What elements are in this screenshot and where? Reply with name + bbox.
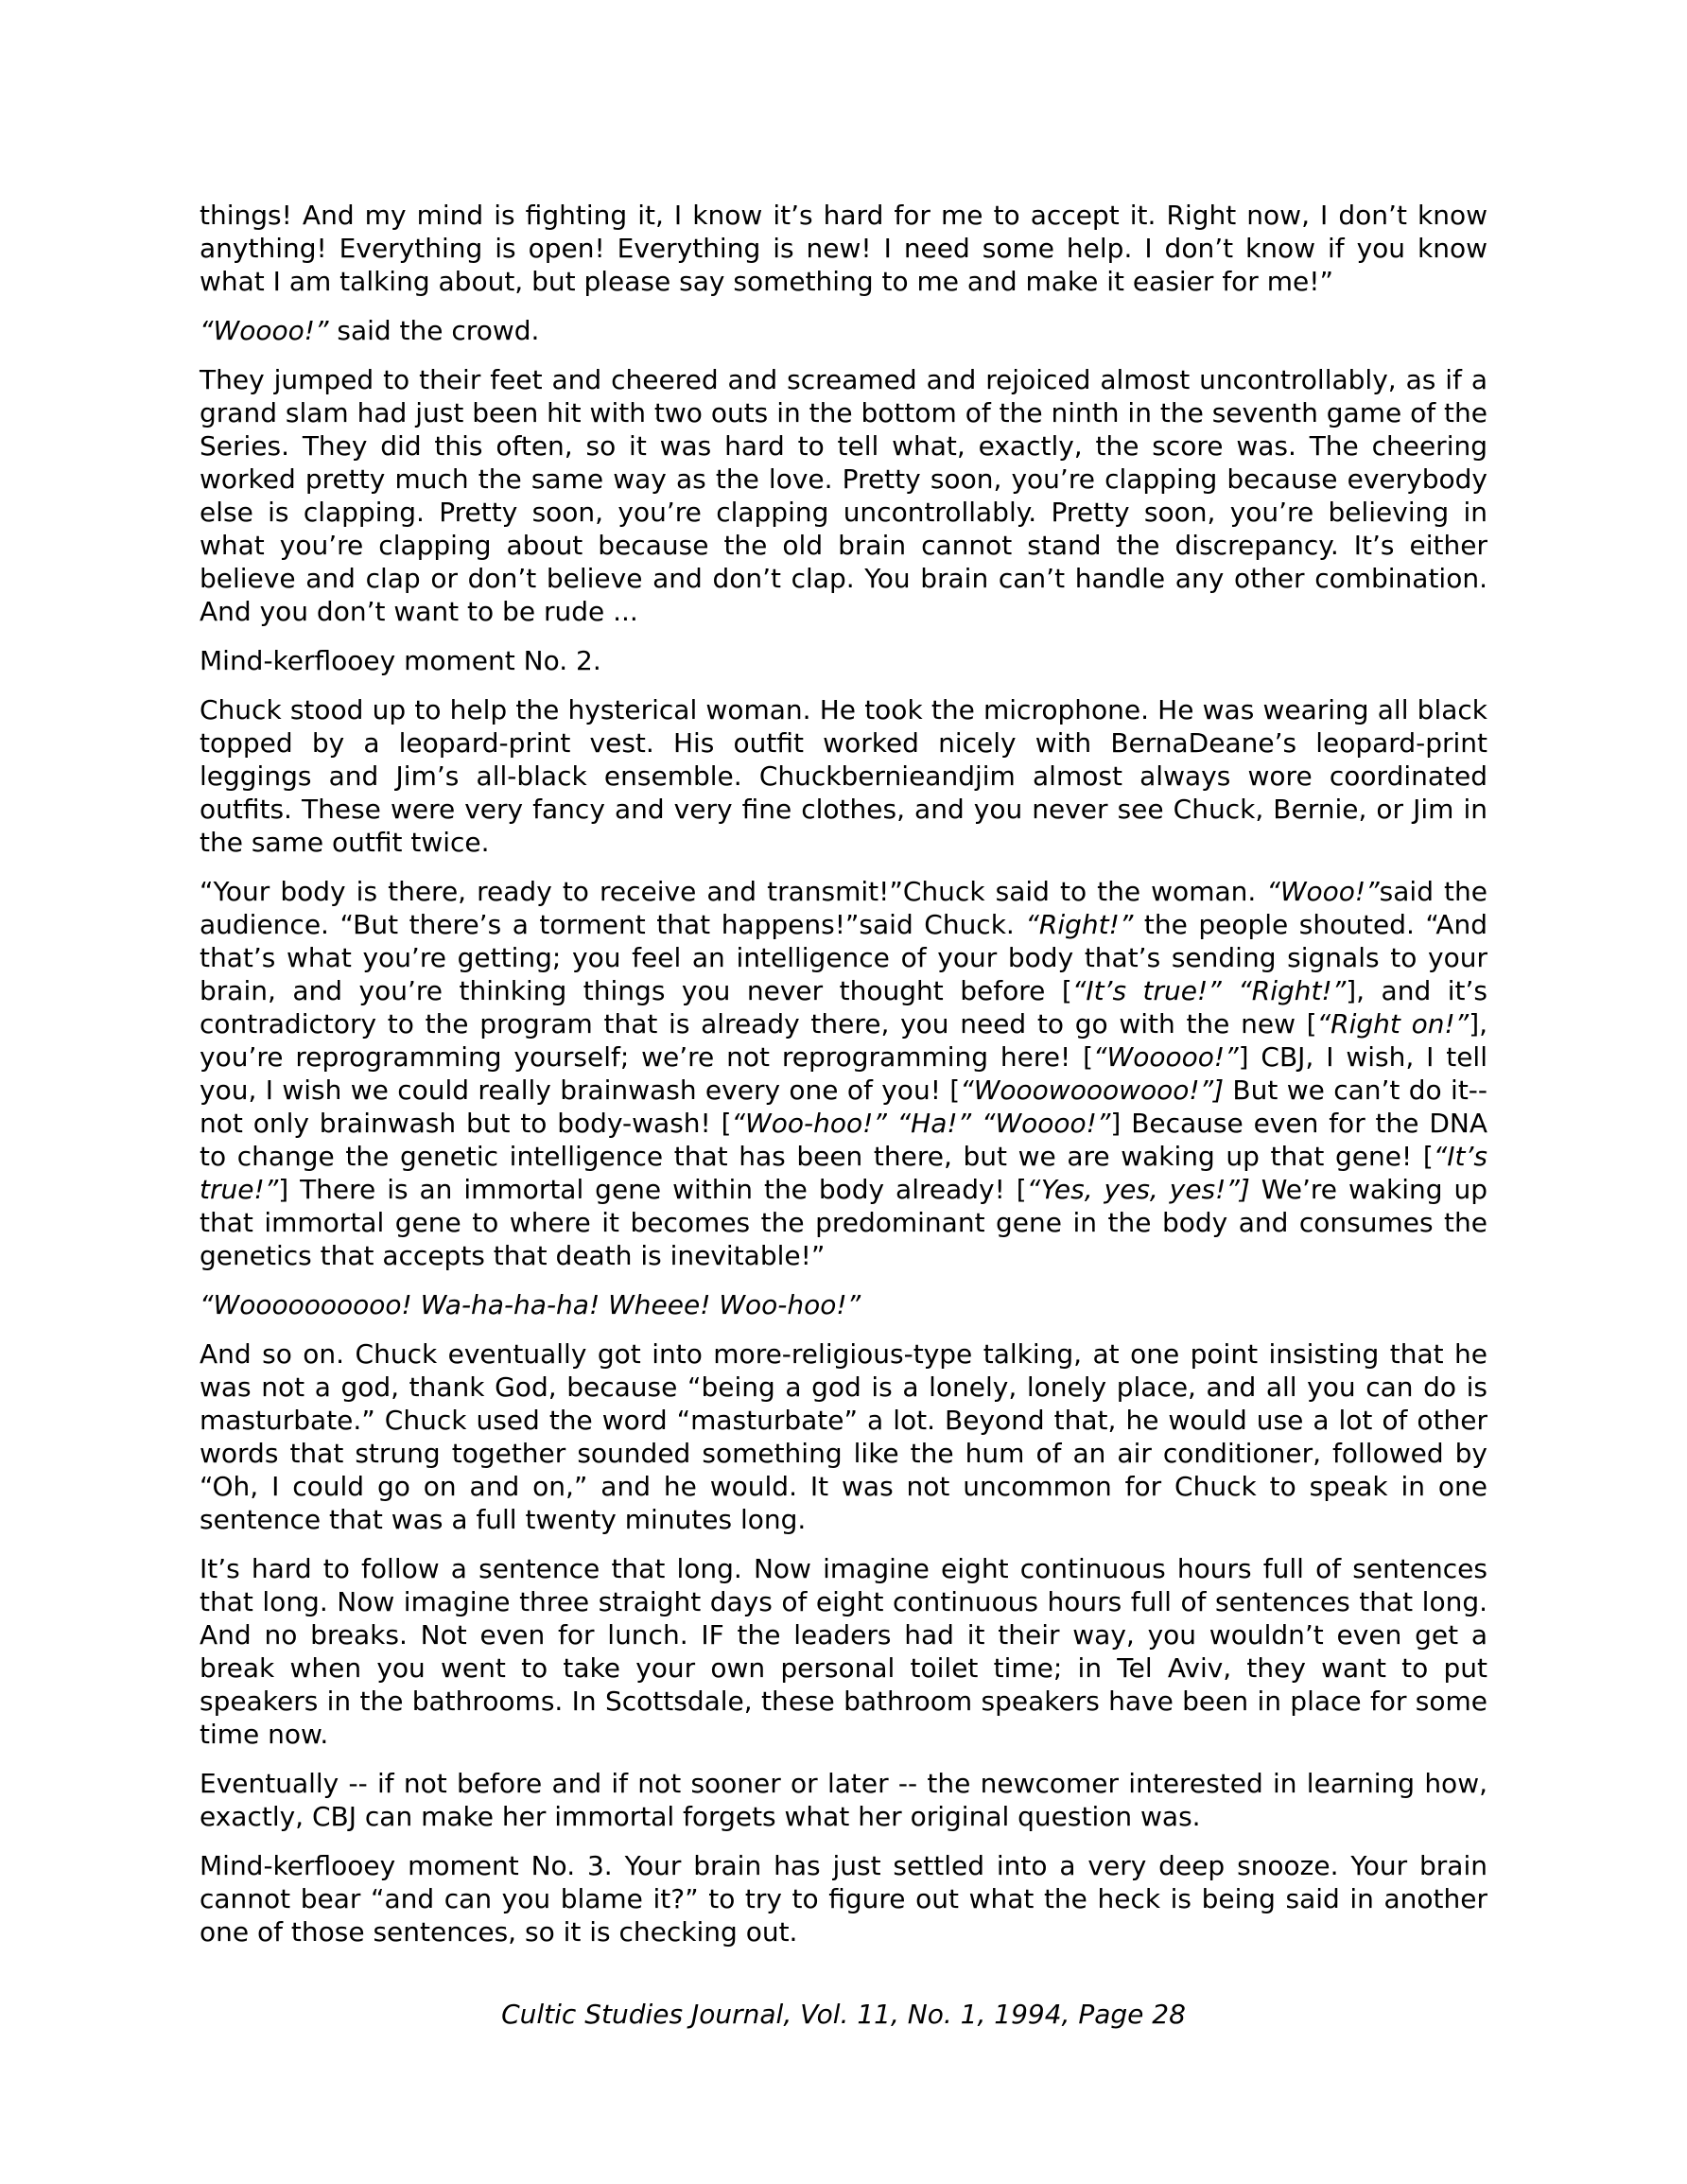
text-segment: Mind-kerflooey moment No. 2.	[200, 645, 601, 676]
italic-text-segment: “Woooooooooo! Wa-ha-ha-ha! Wheee! Woo-hoo!”	[200, 1289, 861, 1320]
text-segment: “Your body is there, ready to receive and transmit!”Chuck said to the woman.	[200, 876, 1267, 907]
italic-text-segment: “Wooo!”	[1266, 876, 1380, 907]
italic-text-segment: “Wooowooowooo!”]	[960, 1075, 1225, 1106]
paragraph	[200, 1337, 1487, 1536]
paragraph	[200, 199, 1487, 298]
text-segment: They jumped to their feet and cheered and screamed and rejoiced almost uncontrollably, as if a grand slam had just been hit with two outs in the bottom of the ninth in the seventh game of the Series. They did this often, so it was hard to tell what, exactly, the score was. The cheering worked pretty much the same way as the love. Pretty soon, you’re clapping because everybody else is clapping. Pretty soon, you’re clapping uncontrollably. Pretty soon, you’re believing in what you’re clapping about because the old brain cannot stand the discrepancy. It’s either believe and clap or don’t believe and don’t clap. You brain can’t handle any other combination. And you don’t want to be rude ...	[200, 364, 1487, 627]
paragraph	[200, 363, 1487, 628]
italic-text-segment: “Wooooo!”	[1093, 1041, 1239, 1073]
paragraph	[200, 314, 1487, 347]
text-segment: ], you’re reprogramming yourself; we’re not reprogramming here! [	[200, 1008, 1488, 1073]
text-segment: ], and it’s contradictory to the program that is already there, you need to go with the new [	[200, 975, 1487, 1040]
text-segment: Eventually -- if not before and if not sooner or later -- the newcomer interested in learning how, exactly, CBJ can make her immortal forgets what her original question was.	[200, 1768, 1487, 1832]
paragraph	[200, 644, 1487, 677]
text-segment: Chuck stood up to help the hysterical woman. He took the microphone. He was wearing all black topped by a leopard-print vest. His outfit worked nicely with BernaDeane’s leopard-print leggings and Jim’s all-black ensemble. Chuckbernieandjim almost always wore coordinated outfits. These were very fancy and very fine clothes, and you never see Chuck, Bernie, or Jim in the same outfit twice.	[200, 694, 1487, 858]
italic-text-segment: “Right!”	[1025, 909, 1134, 940]
paragraph	[200, 1552, 1487, 1751]
text-segment: ] CBJ, I wish, I tell you, I wish we could really brainwash every one of you! [	[200, 1041, 1487, 1106]
italic-text-segment: “Yes, yes, yes!”]	[1026, 1174, 1250, 1205]
text-segment: We’re waking up that immortal gene to where it becomes the predominant gene in the body and consumes the genetics that accepts that death is inevitable!”	[200, 1174, 1488, 1271]
text-segment: things! And my mind is fighting it, I know it’s hard for me to accept it. Right now, I don’t know anything! Everything is open! Everything is new! I need some help. I don’t know if you know what I am talking about, but please say something to me and make it easier for me!”	[200, 200, 1487, 297]
text-segment: Mind-kerflooey moment No. 3. Your brain has just settled into a very deep snooze. Your brain cannot bear “and can you blame it?” to try to figure out what the heck is being said in another one of those sentences, so it is checking out.	[200, 1850, 1487, 1948]
text-segment: said the crowd.	[328, 315, 540, 346]
text-segment: the people shouted. “And that’s what you’re getting; you feel an intelligence of your body that’s sending signals to your brain, and you’re thinking things you never thought before [	[200, 909, 1487, 1006]
paragraph	[200, 1288, 1487, 1321]
paragraph	[200, 1849, 1487, 1948]
text-segment: ] Because even for the DNA to change the genetic intelligence that has been there, but we are waking up that gene! [	[200, 1108, 1488, 1172]
italic-text-segment: “Woooo!”	[200, 315, 329, 346]
page-footer: Cultic Studies Journal, Vol. 11, No. 1, 1994, Page 28	[501, 1999, 1186, 2030]
article-body	[200, 199, 1487, 1948]
text-segment: said the audience. “But there’s a torment that happens!”said Chuck.	[200, 876, 1487, 940]
text-segment: But we can’t do it--not only brainwash but to body-wash! [	[200, 1075, 1488, 1139]
paragraph	[200, 693, 1487, 859]
italic-text-segment: “Woo-hoo!” “Ha!” “Woooo!”	[731, 1108, 1111, 1139]
paragraph	[200, 875, 1487, 1272]
text-segment: And so on. Chuck eventually got into more-religious-type talking, at one point insisting that he was not a god, thank God, because “being a god is a lonely, lonely place, and all you can do is masturbate.” Chuck used the word “masturbate” a lot. Beyond that, he would use a lot of other words that strung together sounded something like the hum of an air conditioner, followed by “Oh, I could go on and on,” and he would. It was not uncommon for Chuck to speak in one sentence that was a full twenty minutes long.	[200, 1338, 1487, 1535]
paragraph	[200, 1767, 1487, 1833]
italic-text-segment: “It’s true!”	[200, 1141, 1487, 1205]
italic-text-segment: “It’s true!” “Right!”	[1071, 975, 1347, 1006]
italic-text-segment: “Right on!”	[1316, 1008, 1470, 1040]
text-segment: It’s hard to follow a sentence that long. Now imagine eight continuous hours full of sentences that long. Now imagine three straight days of eight continuous hours full of sentences that long. And no breaks. Not even for lunch. IF the leaders had it their way, you wouldn’t even get a break when you went to take your own personal toilet time; in Tel Aviv, they want to put speakers in the bathrooms. In Scottsdale, these bathroom speakers have been in place for some time now.	[200, 1553, 1487, 1750]
text-segment: ] There is an immortal gene within the body already! [	[278, 1174, 1027, 1205]
